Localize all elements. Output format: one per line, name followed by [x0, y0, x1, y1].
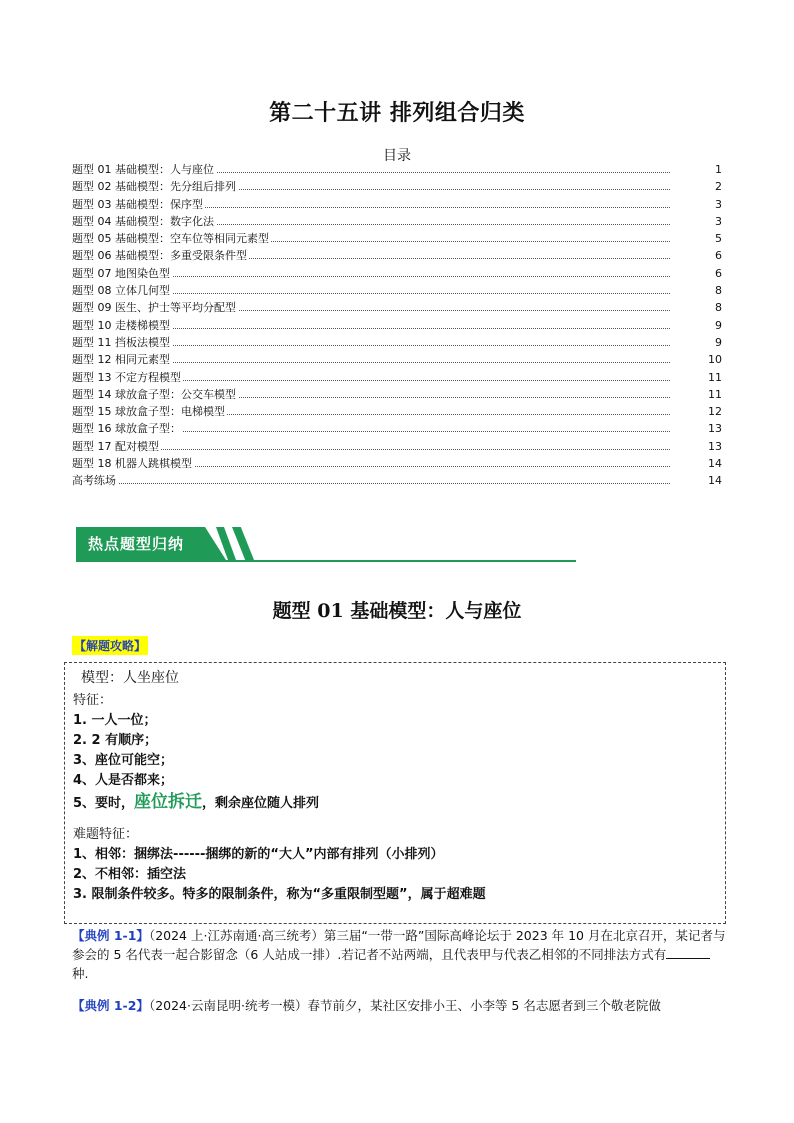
toc-item-label: 题型 10 走楼梯模型	[72, 317, 172, 334]
toc-item[interactable]	[72, 420, 722, 437]
toc-item-page: 3	[715, 197, 722, 211]
document-title: 第二十五讲 排列组合归类	[269, 101, 525, 126]
toc-item-label: 题型 11 挡板法模型	[72, 334, 172, 351]
toc-item[interactable]	[72, 403, 722, 420]
toc-item-label: 题型 01 基础模型：人与座位	[72, 161, 216, 178]
toc-item-label: 题型 14 球放盒子型：公交车模型	[72, 386, 238, 403]
toc-item-label: 高考练场	[72, 472, 118, 489]
toc-item-page: 10	[708, 353, 722, 367]
toc-item[interactable]	[72, 247, 722, 264]
toc-item-page: 6	[715, 266, 722, 280]
toc-item-page: 6	[715, 249, 722, 263]
toc-item-label: 题型 17 配对模型	[72, 438, 161, 455]
answer-blank[interactable]	[666, 946, 710, 959]
feature-item: 3、座位可能空；	[73, 753, 174, 768]
hard-item: 3. 限制条件较多。特多的限制条件，称为“多重限制型题”，属于超难题	[73, 887, 486, 902]
toc-item-page: 8	[715, 284, 722, 298]
toc-item[interactable]	[72, 282, 722, 299]
toc-item-page: 12	[708, 405, 722, 419]
table-of-contents	[72, 161, 722, 490]
toc-item-label: 题型 18 机器人跳棋模型	[72, 455, 194, 472]
toc-item[interactable]	[72, 455, 722, 472]
toc-item-page: 8	[715, 301, 722, 315]
toc-item-label: 题型 02 基础模型：先分组后排列	[72, 178, 238, 195]
example-1-2	[72, 996, 726, 1015]
toc-item-page: 13	[708, 439, 722, 453]
feature-item-5	[73, 787, 319, 812]
strategy-tag: 【解题攻略】	[72, 636, 148, 655]
section-title: 题型 01 基础模型：人与座位	[272, 600, 522, 622]
example-text: （2024·云南昆明·统考一模）春节前夕，某社区安排小王、小李等 5 名志愿者到三个敬老院做	[148, 998, 661, 1013]
example-tag: 【典例 1-1】	[72, 928, 149, 943]
toc-item-page: 14	[708, 457, 722, 471]
hard-heading: 难题特征：	[73, 827, 139, 842]
toc-item[interactable]	[72, 230, 722, 247]
toc-item[interactable]	[72, 299, 722, 316]
toc-item-label: 题型 12 相同元素型	[72, 351, 172, 368]
toc-item[interactable]	[72, 472, 722, 489]
toc-item-page: 1	[715, 163, 722, 176]
toc-item[interactable]	[72, 317, 722, 334]
toc-item-page: 13	[708, 422, 722, 436]
example-1-1	[72, 926, 726, 983]
feature5-highlight: 座位拆迁	[134, 792, 203, 812]
feature-item: 1. 一人一位；	[73, 713, 157, 728]
toc-item-label: 题型 07 地图染色型	[72, 265, 172, 282]
toc-item-label: 题型 13 不定方程模型	[72, 369, 183, 386]
toc-item-page: 3	[715, 214, 722, 228]
feature-item: 4、人是否都来；	[73, 773, 174, 788]
toc-item[interactable]	[72, 369, 722, 386]
feature5-suffix: ，剩余座位随人排列	[202, 796, 320, 811]
feature5-prefix: 5、要时，	[73, 796, 135, 811]
section-banner	[76, 527, 576, 562]
toc-item[interactable]	[72, 265, 722, 282]
toc-item-label: 题型 08 立体几何型	[72, 282, 172, 299]
toc-leader-dots	[72, 483, 670, 484]
toc-item-label: 题型 09 医生、护士等平均分配型	[72, 299, 238, 316]
toc-item[interactable]	[72, 213, 722, 230]
hard-item: 1、相邻：捆绑法------捆绑的新的“大人”内部有排列（小排列）	[73, 847, 444, 862]
toc-item-page: 11	[708, 387, 722, 401]
toc-item[interactable]	[72, 178, 722, 195]
toc-heading: 目录	[383, 148, 411, 164]
toc-item-label: 题型 15 球放盒子型：电梯模型	[72, 403, 227, 420]
feature-item: 2. 2 有顺序；	[73, 733, 158, 748]
toc-item[interactable]	[72, 386, 722, 403]
toc-item[interactable]	[72, 438, 722, 455]
toc-item[interactable]	[72, 161, 722, 178]
banner-stripe	[232, 527, 254, 560]
toc-item-page: 2	[715, 180, 722, 194]
toc-item-label: 题型 03 基础模型：保序型	[72, 196, 205, 213]
toc-item[interactable]	[72, 334, 722, 351]
toc-leader-dots	[72, 449, 670, 450]
toc-item-page: 9	[715, 318, 722, 332]
toc-item-page: 5	[715, 232, 722, 246]
banner-underline	[76, 560, 576, 562]
toc-item-label: 题型 05 基础模型：空车位等相同元素型	[72, 230, 271, 247]
toc-item-label: 题型 16 球放盒子型：	[72, 420, 183, 437]
hard-item: 2、不相邻：插空法	[73, 867, 187, 882]
example-text-end: 种.	[72, 966, 89, 981]
features-heading: 特征：	[73, 693, 113, 708]
example-tag: 【典例 1-2】	[72, 998, 149, 1013]
toc-item-page: 14	[708, 474, 722, 488]
strategy-box	[64, 662, 726, 924]
banner-text: 热点题型归纳	[88, 535, 185, 553]
toc-item[interactable]	[72, 196, 722, 213]
toc-item-label: 题型 04 基础模型：数字化法	[72, 213, 216, 230]
model-line: 模型：人坐座位	[81, 670, 179, 686]
toc-item-page: 11	[708, 370, 722, 384]
toc-item-page: 9	[715, 335, 722, 349]
toc-item[interactable]	[72, 351, 722, 368]
example-text: （2024 上·江苏南通·高三统考）第三届“一带一路”国际高峰论坛于 2023 年 10 月在北京召开，某记者与参会的 5 名代表一起合影留念（6 人站成一排）.若记者不站两端，且代表甲与代表乙相邻的不同排法方式有	[72, 928, 726, 962]
toc-item-label: 题型 06 基础模型：多重受限条件型	[72, 247, 249, 264]
